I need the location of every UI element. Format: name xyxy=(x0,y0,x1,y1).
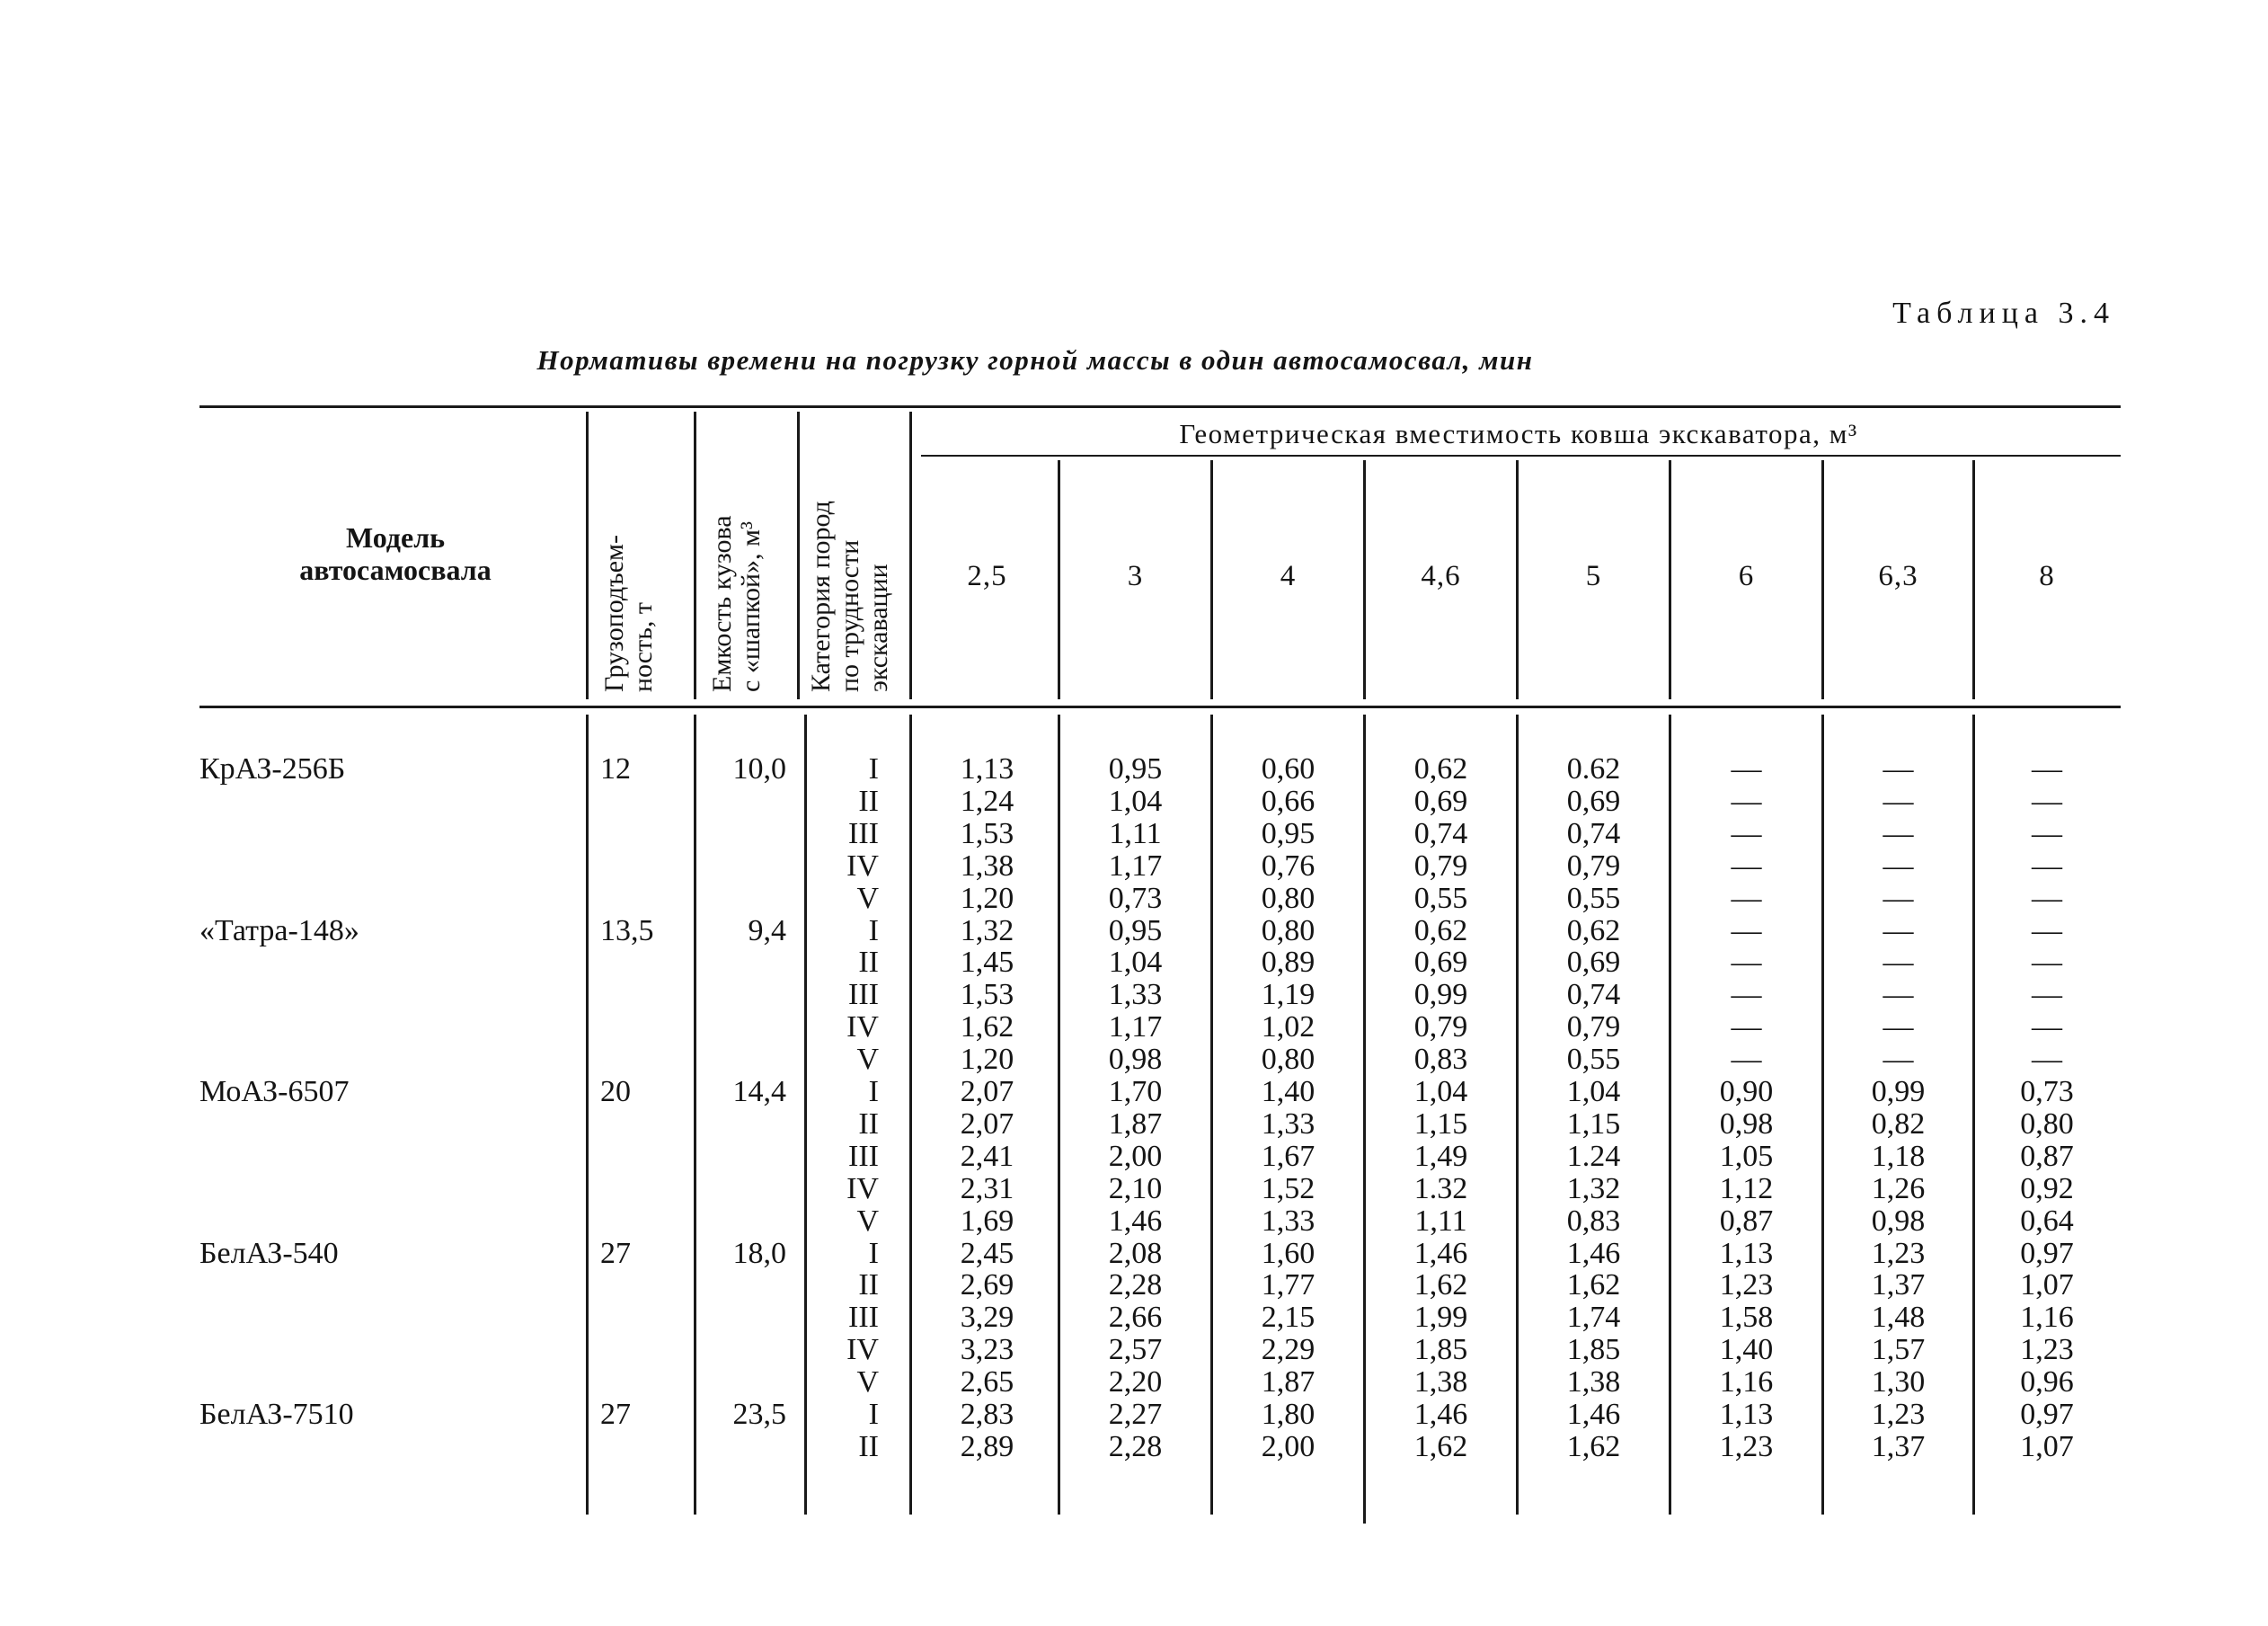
loading-time: 3,23 xyxy=(960,1333,1014,1367)
rock-category: I xyxy=(868,1398,879,1431)
loading-time: 1,53 xyxy=(960,978,1014,1012)
loading-time: — xyxy=(1731,946,1762,980)
loading-time: 0,83 xyxy=(1566,1204,1621,1238)
loading-time: 1,17 xyxy=(1108,849,1163,883)
loading-time: 1,70 xyxy=(1108,1075,1163,1108)
loading-time: 1,04 xyxy=(1413,1075,1468,1108)
loading-time: 0,99 xyxy=(1413,978,1468,1012)
loading-time: 0,80 xyxy=(2020,1106,2074,1141)
rock-category: II xyxy=(858,1429,879,1463)
loading-time: 0,74 xyxy=(1566,978,1621,1012)
loading-time: — xyxy=(1883,752,1914,786)
loading-time: 1,38 xyxy=(1413,1365,1468,1399)
loading-time: 0,62 xyxy=(1413,913,1468,947)
rock-category: II xyxy=(858,1268,879,1302)
loading-time: 1,15 xyxy=(1413,1106,1468,1141)
loading-time: 1.24 xyxy=(1566,1139,1621,1173)
col-divider xyxy=(694,412,696,699)
loading-time: 0,79 xyxy=(1413,1010,1468,1044)
rock-category: II xyxy=(858,1106,879,1141)
loading-time: 1,46 xyxy=(1413,1398,1468,1431)
loading-time: 1,48 xyxy=(1871,1301,1926,1335)
loading-time: — xyxy=(1731,816,1762,850)
loading-time: 0,80 xyxy=(1261,913,1316,947)
loading-time: 1,52 xyxy=(1261,1171,1316,1205)
truck-volume: 10,0 xyxy=(732,752,786,786)
loading-time: 0,62 xyxy=(1413,752,1468,786)
loading-time: 1,62 xyxy=(1566,1268,1621,1302)
truck-model: «Татра-148» xyxy=(199,913,359,947)
loading-time: 1,62 xyxy=(1566,1429,1621,1463)
truck-volume: 14,4 xyxy=(732,1075,786,1108)
loading-time: 1,18 xyxy=(1871,1139,1926,1173)
loading-time: 1,74 xyxy=(1566,1301,1621,1335)
loading-time: — xyxy=(2032,784,2062,818)
loading-time: — xyxy=(1883,978,1914,1012)
rock-category: II xyxy=(858,946,879,980)
loading-time: 1,20 xyxy=(960,1043,1014,1077)
truck-capacity: 27 xyxy=(600,1236,631,1270)
loading-time: 0,95 xyxy=(1108,913,1163,947)
top-rule xyxy=(199,405,2121,408)
rock-category: V xyxy=(856,1204,879,1238)
loading-time: 1,11 xyxy=(1414,1204,1467,1238)
col-divider xyxy=(909,715,912,1515)
loading-time: 1,62 xyxy=(1413,1268,1468,1302)
loading-time: — xyxy=(1883,881,1914,915)
loading-time: 1,33 xyxy=(1261,1204,1316,1238)
loading-time: 1,13 xyxy=(1719,1398,1774,1431)
loading-time: — xyxy=(1883,849,1914,883)
loading-time: 2,66 xyxy=(1108,1301,1163,1335)
loading-time: 0,69 xyxy=(1413,784,1468,818)
loading-time: 2,57 xyxy=(1108,1333,1163,1367)
rock-category: I xyxy=(868,1075,879,1108)
loading-time: 2,31 xyxy=(960,1171,1014,1205)
loading-time: 2,08 xyxy=(1108,1236,1163,1270)
table-title: Нормативы времени на погрузку горной массы в один автосамосвал, мин xyxy=(536,344,1534,376)
loading-time: 2,69 xyxy=(960,1268,1014,1302)
loading-time: 1,69 xyxy=(960,1204,1014,1238)
loading-time: — xyxy=(1731,1043,1762,1077)
loading-time: 1,38 xyxy=(960,849,1014,883)
loading-time: 1,85 xyxy=(1566,1333,1621,1367)
loading-time: 1,04 xyxy=(1108,784,1163,818)
loading-time: 0,55 xyxy=(1413,881,1468,915)
rock-category: I xyxy=(868,913,879,947)
loading-time: 1,16 xyxy=(2020,1301,2074,1335)
loading-time: 2,00 xyxy=(1108,1139,1163,1173)
loading-time: 1,99 xyxy=(1413,1301,1468,1335)
rock-category: IV xyxy=(846,849,879,883)
loading-time: 1,13 xyxy=(960,752,1014,786)
col-divider xyxy=(909,412,912,699)
loading-time: 1,30 xyxy=(1871,1365,1926,1399)
loading-time: — xyxy=(2032,1010,2062,1044)
truck-volume: 18,0 xyxy=(732,1236,786,1270)
loading-time: 1,46 xyxy=(1566,1398,1621,1431)
loading-time: — xyxy=(1883,816,1914,850)
loading-time: 1,04 xyxy=(1566,1075,1621,1108)
loading-time: 1,15 xyxy=(1566,1106,1621,1141)
rock-category: I xyxy=(868,752,879,786)
loading-time: 0,83 xyxy=(1413,1043,1468,1077)
loading-time: — xyxy=(1731,913,1762,947)
header-volume: Емкость кузова с «шапкой», м³ xyxy=(707,515,766,692)
loading-time: 1,13 xyxy=(1719,1236,1774,1270)
loading-time: — xyxy=(1731,881,1762,915)
loading-time: 1,58 xyxy=(1719,1301,1774,1335)
loading-time: 1,17 xyxy=(1108,1010,1163,1044)
loading-time: 0,97 xyxy=(2020,1398,2074,1431)
loading-time: 1,57 xyxy=(1871,1333,1926,1367)
bucket-size-header: 3 xyxy=(1127,560,1144,592)
rock-category: III xyxy=(848,978,879,1012)
loading-time: 1,38 xyxy=(1566,1365,1621,1399)
loading-time: — xyxy=(1731,752,1762,786)
loading-time: 1,26 xyxy=(1871,1171,1926,1205)
loading-time: 0,82 xyxy=(1871,1106,1926,1141)
rock-category: III xyxy=(848,1301,879,1335)
loading-time: — xyxy=(1731,784,1762,818)
loading-time: 0,73 xyxy=(1108,881,1163,915)
loading-time: — xyxy=(2032,816,2062,850)
loading-time: 1,23 xyxy=(1719,1268,1774,1302)
bucket-size-header: 4 xyxy=(1280,560,1297,592)
loading-time: 0,87 xyxy=(1719,1204,1774,1238)
bucket-size-header: 6,3 xyxy=(1878,560,1918,592)
rock-category: V xyxy=(856,1043,879,1077)
loading-time: 0.62 xyxy=(1566,752,1621,786)
loading-time: 2,65 xyxy=(960,1365,1014,1399)
loading-time: 0,92 xyxy=(2020,1171,2074,1205)
loading-time: 1,53 xyxy=(960,816,1014,850)
table-number: Таблица 3.4 xyxy=(1892,297,2115,330)
loading-time: 1,46 xyxy=(1566,1236,1621,1270)
loading-time: — xyxy=(2032,752,2062,786)
col-divider xyxy=(586,412,589,699)
loading-time: 1.32 xyxy=(1413,1171,1468,1205)
loading-time: 1,40 xyxy=(1719,1333,1774,1367)
loading-time: 1,40 xyxy=(1261,1075,1316,1108)
loading-time: 0,98 xyxy=(1108,1043,1163,1077)
loading-time: — xyxy=(1883,946,1914,980)
loading-time: 0,89 xyxy=(1261,946,1316,980)
bucket-size-header: 8 xyxy=(2039,560,2055,592)
loading-time: 1,37 xyxy=(1871,1268,1926,1302)
truck-volume: 9,4 xyxy=(748,913,786,947)
loading-time: 1,23 xyxy=(1871,1398,1926,1431)
loading-time: 1,46 xyxy=(1108,1204,1163,1238)
bucket-size-header: 6 xyxy=(1738,560,1755,592)
loading-time: 1,46 xyxy=(1413,1236,1468,1270)
loading-time: 1,04 xyxy=(1108,946,1163,980)
loading-time: 3,29 xyxy=(960,1301,1014,1335)
loading-time: — xyxy=(2032,913,2062,947)
rock-category: III xyxy=(848,816,879,850)
loading-time: 0,74 xyxy=(1566,816,1621,850)
loading-time: 1,85 xyxy=(1413,1333,1468,1367)
loading-time: 0,55 xyxy=(1566,881,1621,915)
loading-time: 1,62 xyxy=(960,1010,1014,1044)
loading-time: 1,11 xyxy=(1109,816,1162,850)
col-divider xyxy=(586,715,589,1515)
loading-time: 0,95 xyxy=(1108,752,1163,786)
truck-capacity: 13,5 xyxy=(600,913,654,947)
loading-time: 1,24 xyxy=(960,784,1014,818)
rock-category: V xyxy=(856,881,879,915)
loading-time: 1,60 xyxy=(1261,1236,1316,1270)
bucket-size-header: 2,5 xyxy=(967,560,1007,592)
loading-time: — xyxy=(1731,978,1762,1012)
loading-time: 0,98 xyxy=(1871,1204,1926,1238)
loading-time: 0,79 xyxy=(1566,849,1621,883)
col-divider xyxy=(804,715,807,1515)
loading-time: 2,89 xyxy=(960,1429,1014,1463)
loading-time: — xyxy=(2032,881,2062,915)
rock-category: IV xyxy=(846,1010,879,1044)
col-divider xyxy=(797,412,800,699)
loading-time: 1,77 xyxy=(1261,1268,1316,1302)
loading-time: 2,10 xyxy=(1108,1171,1163,1205)
bucket-size-header: 4,6 xyxy=(1421,560,1461,592)
loading-time: 0,97 xyxy=(2020,1236,2074,1270)
loading-time: 0,98 xyxy=(1719,1106,1774,1141)
rock-category: IV xyxy=(846,1333,879,1367)
loading-time: 0,79 xyxy=(1566,1010,1621,1044)
loading-time: 2,29 xyxy=(1261,1333,1316,1367)
loading-time: — xyxy=(1883,913,1914,947)
loading-time: 1,62 xyxy=(1413,1429,1468,1463)
loading-time: 0,80 xyxy=(1261,1043,1316,1077)
loading-time: 1,32 xyxy=(1566,1171,1621,1205)
loading-time: 0,96 xyxy=(2020,1365,2074,1399)
loading-time: 0,73 xyxy=(2020,1075,2074,1108)
loading-time: 1,87 xyxy=(1108,1106,1163,1141)
loading-time: 2,41 xyxy=(960,1139,1014,1173)
header-bottom-rule xyxy=(199,706,2121,708)
loading-time: 1,49 xyxy=(1413,1139,1468,1173)
loading-time: 2,45 xyxy=(960,1236,1014,1270)
loading-time: 1,20 xyxy=(960,881,1014,915)
loading-time: 1,87 xyxy=(1261,1365,1316,1399)
loading-time: 2,07 xyxy=(960,1075,1014,1108)
truck-model: КрАЗ-256Б xyxy=(199,752,346,786)
loading-time: 0,90 xyxy=(1719,1075,1774,1108)
truck-model: БелАЗ-7510 xyxy=(199,1398,354,1431)
loading-time: 1,05 xyxy=(1719,1139,1774,1173)
loading-time: 2,07 xyxy=(960,1106,1014,1141)
loading-time: 0,66 xyxy=(1261,784,1316,818)
loading-time: — xyxy=(2032,978,2062,1012)
header-model: Модель автосамосвала xyxy=(299,521,492,586)
col-divider xyxy=(694,715,696,1515)
loading-time: — xyxy=(2032,946,2062,980)
loading-time: 1,67 xyxy=(1261,1139,1316,1173)
loading-time: 0,69 xyxy=(1413,946,1468,980)
loading-time: 2,28 xyxy=(1108,1429,1163,1463)
loading-time: 1,80 xyxy=(1261,1398,1316,1431)
loading-time: 1,19 xyxy=(1261,978,1316,1012)
bucket-header-rule xyxy=(921,455,2121,457)
loading-time: 0,64 xyxy=(2020,1204,2074,1238)
truck-capacity: 12 xyxy=(600,752,631,786)
loading-time: 0,87 xyxy=(2020,1139,2074,1173)
loading-time: — xyxy=(1883,1010,1914,1044)
rock-category: III xyxy=(848,1139,879,1173)
loading-time: 1,32 xyxy=(960,913,1014,947)
loading-time: 2,28 xyxy=(1108,1268,1163,1302)
loading-time: 1,33 xyxy=(1261,1106,1316,1141)
rock-category: I xyxy=(868,1236,879,1270)
rock-category: IV xyxy=(846,1171,879,1205)
loading-time: 1,07 xyxy=(2020,1429,2074,1463)
loading-time: — xyxy=(1883,784,1914,818)
loading-time: 2,83 xyxy=(960,1398,1014,1431)
loading-time: 1,45 xyxy=(960,946,1014,980)
loading-time: 0,74 xyxy=(1413,816,1468,850)
loading-time: 0,62 xyxy=(1566,913,1621,947)
loading-time: 2,00 xyxy=(1261,1429,1316,1463)
loading-time: 0,69 xyxy=(1566,784,1621,818)
bucket-size-header: 5 xyxy=(1585,560,1602,592)
loading-time: 1,16 xyxy=(1719,1365,1774,1399)
loading-time: 0,79 xyxy=(1413,849,1468,883)
loading-time: 1,23 xyxy=(1719,1429,1774,1463)
loading-time: 1,23 xyxy=(1871,1236,1926,1270)
loading-time: 1,33 xyxy=(1108,978,1163,1012)
loading-time: 0,60 xyxy=(1261,752,1316,786)
loading-time: — xyxy=(1731,1010,1762,1044)
loading-time: 1,02 xyxy=(1261,1010,1316,1044)
loading-time: 0,99 xyxy=(1871,1075,1926,1108)
loading-time: 0,69 xyxy=(1566,946,1621,980)
loading-time: 0,55 xyxy=(1566,1043,1621,1077)
loading-time: 2,27 xyxy=(1108,1398,1163,1431)
header-category: Категория пород по трудности экскавации xyxy=(806,501,893,692)
header-capacity: Грузоподъем- ность, т xyxy=(599,535,658,692)
truck-model: МоАЗ-6507 xyxy=(199,1075,350,1108)
loading-time: 1,12 xyxy=(1719,1171,1774,1205)
loading-time: 0,80 xyxy=(1261,881,1316,915)
loading-time: 1,37 xyxy=(1871,1429,1926,1463)
loading-time: 0,76 xyxy=(1261,849,1316,883)
loading-time: — xyxy=(1731,849,1762,883)
rock-category: V xyxy=(856,1365,879,1399)
loading-time: 1,07 xyxy=(2020,1268,2074,1302)
loading-time: 2,20 xyxy=(1108,1365,1163,1399)
loading-time: — xyxy=(2032,849,2062,883)
loading-time: 0,95 xyxy=(1261,816,1316,850)
loading-time: 2,15 xyxy=(1261,1301,1316,1335)
header-bucket-volume: Геометрическая вместимость ковша экскаватора, м³ xyxy=(1179,418,1858,449)
loading-time: — xyxy=(1883,1043,1914,1077)
truck-capacity: 20 xyxy=(600,1075,631,1108)
loading-time: 1,23 xyxy=(2020,1333,2074,1367)
loading-time: — xyxy=(2032,1043,2062,1077)
truck-capacity: 27 xyxy=(600,1398,631,1431)
truck-volume: 23,5 xyxy=(732,1398,786,1431)
rock-category: II xyxy=(858,784,879,818)
truck-model: БелАЗ-540 xyxy=(199,1236,339,1270)
